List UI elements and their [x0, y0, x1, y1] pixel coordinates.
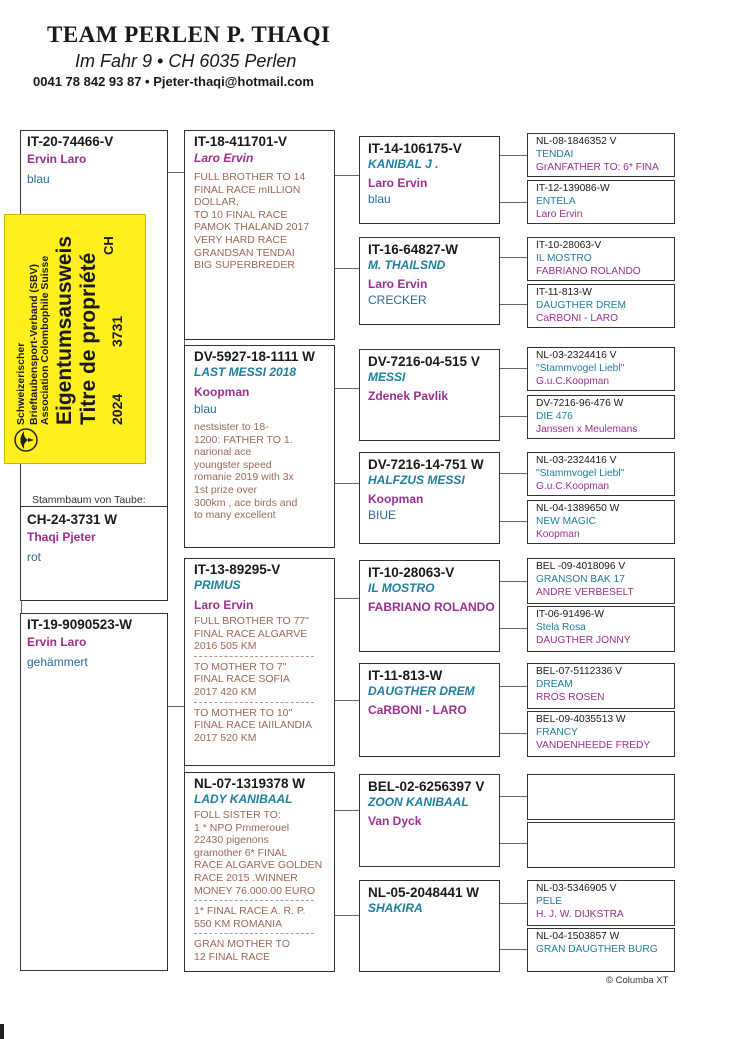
ring-number: BEL-02-6256397 V — [368, 779, 485, 794]
breeder: Janssen x Meulemans — [536, 424, 638, 435]
color: rot — [27, 550, 42, 564]
connector-line — [499, 304, 527, 305]
pigeon-name: MESSI — [368, 370, 406, 384]
ring-number: NL-07-1319378 W — [194, 776, 306, 791]
pigeon-name: NEW MAGIC — [536, 516, 596, 527]
ring-number: BEL-09-4035513 W — [536, 714, 626, 725]
ring-number: IT-10-28063-V — [368, 565, 455, 580]
gen4-box-6[interactable] — [527, 395, 675, 439]
gen4-box-4[interactable] — [527, 284, 675, 328]
stamp-line: Schweizerischer — [15, 342, 27, 425]
ring-number: IT-16-64827-W — [368, 242, 459, 257]
ring-number: DV-5927-18-1111 W — [194, 349, 315, 364]
breeder: Koopman — [368, 492, 424, 506]
breeder: Ervin Laro — [27, 152, 87, 166]
connector-line — [334, 175, 359, 176]
gen3-box-1[interactable] — [359, 136, 500, 224]
gen4-box-13[interactable] — [527, 774, 675, 820]
ring-number: NL-04-1389650 W — [536, 503, 620, 514]
connector-line — [167, 172, 184, 173]
ring-number: DV-7216-14-751 W — [368, 457, 484, 472]
pigeon-name: SHAKIRA — [368, 901, 423, 915]
breeder: Laro Ervin — [536, 209, 583, 220]
connector-line — [499, 949, 527, 950]
gen4-box-3[interactable] — [527, 237, 675, 281]
pedigree-label: Stammbaum von Taube: — [32, 494, 146, 506]
gen4-box-14[interactable] — [527, 822, 675, 868]
notes: FOLL SISTER TO: 1 * NPO Pmmerouel 22430 pigenons gramother 6* FINAL RACE ALGARVE GOLDEN RACE 2015 .WINNER MONEY 76.000.00 EURO 1* FINAL RACE A. R. P. 550 KM ROMANIA GRAN MOTHER TO 12 FINAL RACE — [194, 809, 323, 963]
color: blau — [368, 192, 391, 206]
gen4-box-16[interactable] — [527, 928, 675, 972]
connector-line — [499, 155, 527, 156]
connector-line — [334, 915, 359, 916]
breeder: Ervin Laro — [27, 635, 87, 649]
notes: nestsister to 18- 1200: FATHER TO 1. narional ace youngster speed romanie 2019 with 3x 1st prize over 300km , ace birds and to many excellent — [194, 421, 298, 522]
breeder: VANDENHEEDE FREDY — [536, 740, 651, 751]
connector-line — [499, 903, 527, 904]
breeder: Zdenek Pavlik — [368, 389, 449, 403]
stamp-number: 3731 — [109, 315, 125, 347]
pigeon-name: ENTELA — [536, 196, 576, 207]
stamp-title: Eigentumsausweis — [53, 235, 76, 425]
gen3-box-6[interactable] — [359, 663, 500, 757]
ring-number: IT-11-813-W — [368, 668, 443, 683]
dam-box[interactable] — [20, 613, 168, 971]
gen4-box-2[interactable] — [527, 180, 675, 224]
pigeon-name: FRANCY — [536, 727, 578, 738]
ring-number: NL-08-1846352 V — [536, 136, 617, 147]
pigeon-name: "Stammvogel Liebl" — [536, 363, 625, 374]
stamp-line: Association Colombophile Suisse — [39, 255, 51, 425]
pigeon-name: DAUGTHER DREM — [368, 684, 475, 698]
connector-line — [499, 733, 527, 734]
breeder: RROS ROSEN — [536, 692, 605, 703]
connector-line — [499, 368, 527, 369]
connector-line — [499, 416, 527, 417]
stamp-subtitle: Titre de propriété — [77, 252, 100, 425]
ring-number: IT-20-74466-V — [27, 134, 114, 149]
gen3-box-8[interactable] — [359, 880, 500, 972]
connector-line — [499, 202, 527, 203]
gen3-box-2[interactable] — [359, 237, 500, 325]
gen2-box-4[interactable] — [184, 772, 335, 972]
color: CRECKER — [368, 293, 427, 307]
gen2-box-2[interactable] — [184, 345, 335, 548]
connector-line — [499, 796, 527, 797]
gen4-box-9[interactable] — [527, 558, 675, 604]
pigeon-name: GRAN DAUGTHER BURG — [536, 944, 658, 955]
gen4-box-15[interactable] — [527, 880, 675, 926]
pigeon-name: IL MOSTRO — [368, 581, 435, 595]
ring-number: NL-05-2048441 W — [368, 885, 480, 900]
ring-number: DV-7216-96-476 W — [536, 398, 624, 409]
gen4-box-12[interactable] — [527, 711, 675, 757]
gen4-box-10[interactable] — [527, 606, 675, 652]
pigeon-name: PRIMUS — [194, 578, 241, 592]
ring-number: NL-03-5346905 V — [536, 883, 617, 894]
breeder: Van Dyck — [368, 814, 422, 828]
ring-number: IT-12-139086-W — [536, 183, 610, 194]
gen4-box-8[interactable] — [527, 500, 675, 544]
breeder: Laro Ervin — [194, 598, 254, 612]
pigeon-name: LADY KANIBAAL — [194, 792, 293, 806]
contact-line: 0041 78 842 93 87 • Pjeter-thaqi@hotmail.com — [33, 74, 314, 89]
subject-box[interactable] — [20, 506, 168, 601]
color: gehämmert — [27, 655, 88, 669]
gen3-box-3[interactable] — [359, 349, 500, 441]
gen3-box-5[interactable] — [359, 560, 500, 652]
pigeon-name: TENDAI — [536, 149, 574, 160]
connector-line — [499, 628, 527, 629]
breeder: G.u.C.Koopman — [536, 481, 610, 492]
note: GrANFATHER TO: 6* FINA — [536, 162, 659, 173]
ring-number: DV-7216-04-515 V — [368, 354, 480, 369]
scan-edge-mark — [0, 1024, 4, 1039]
breeder: DAUGTHER JONNY — [536, 635, 631, 646]
connector-line — [334, 268, 359, 269]
ownership-stamp — [4, 214, 146, 464]
pigeon-name: IL MOSTRO — [536, 253, 592, 264]
color: BIUE — [368, 508, 397, 522]
breeder: Laro Ervin — [368, 277, 428, 291]
breeder: Koopman — [536, 529, 580, 540]
breeder: G.u.C.Koopman — [536, 376, 610, 387]
pigeon-name: HALFZUS MESSI — [368, 473, 465, 487]
gen3-box-4[interactable] — [359, 452, 500, 544]
pigeon-name: "Stammvogel Liebl" — [536, 468, 625, 479]
breeder: Thaqi Pjeter — [27, 530, 96, 544]
pigeon-name: DIE 476 — [536, 411, 573, 422]
ring-number: IT-10-28063-V — [536, 240, 602, 251]
connector-line — [334, 483, 359, 484]
ring-number: NL-04-1503857 W — [536, 931, 620, 942]
connector-line — [499, 473, 527, 474]
breeder: Koopman — [194, 385, 250, 399]
ring-number: IT-18-411701-V — [194, 134, 288, 149]
breeder: Laro Ervin — [368, 176, 428, 190]
gen4-box-1[interactable] — [527, 133, 675, 177]
color: blau — [194, 402, 217, 416]
breeder: FABRIANO ROLANDO — [368, 600, 495, 614]
breeder: CaRBONI - LARO — [536, 313, 619, 324]
pigeon-name: LAST MESSI 2018 — [194, 365, 297, 379]
ring-number: NL-03-2324416 V — [536, 350, 617, 361]
gen4-box-7[interactable] — [527, 452, 675, 496]
connector-line — [499, 257, 527, 258]
pigeon-name: PELE — [536, 896, 563, 907]
breeder: ANDRE VERBESELT — [536, 587, 634, 598]
stamp-year: 2024 — [109, 393, 125, 425]
stamp-line: Brieftaubensport-Verband (SBV) — [28, 263, 40, 425]
gen2-box-3[interactable] — [184, 558, 335, 766]
connector-line — [334, 700, 359, 701]
pigeon-name: DREAM — [536, 679, 573, 690]
breeder: CaRBONI - LARO — [368, 703, 467, 717]
connector-line — [499, 686, 527, 687]
pigeon-name: Stela Rosa — [536, 622, 586, 633]
connector-line — [499, 581, 527, 582]
pigeon-name: M. THAILSND — [368, 258, 446, 272]
notes: FULL BROTHER TO 14 FINAL RACE mILLION DOLLAR, TO 10 FINAL RACE PAMOK THALAND 2017 VERY HARD RACE GRANDSAN TENDAI BIG SUPERBREDER — [194, 171, 310, 272]
ring-number: IT-11-813-W — [536, 287, 592, 298]
breeder: H. J. W. DIJKSTRA — [536, 909, 624, 920]
page-title: TEAM PERLEN P. THAQI — [47, 22, 331, 47]
color: blau — [27, 172, 50, 186]
dove-emblem-icon — [13, 427, 39, 453]
copyright-text: © Columba XT — [606, 975, 669, 986]
connector-line — [499, 521, 527, 522]
connector-line — [334, 598, 359, 599]
connector-line — [334, 810, 359, 811]
gen2-box-1[interactable] — [184, 130, 335, 340]
gen4-box-11[interactable] — [527, 663, 675, 709]
connector-line — [334, 388, 359, 389]
ring-number: IT-13-89295-V — [194, 562, 281, 577]
breeder: Laro Ervin — [194, 151, 254, 165]
ring-number: BEL -09-4018096 V — [536, 561, 626, 572]
connector-line — [167, 706, 184, 707]
breeder: FABRIANO ROLANDO — [536, 266, 641, 277]
connector-line — [499, 843, 527, 844]
notes: FULL BROTHER TO 77" FINAL RACE ALGARVE 2016 505 KM TO MOTHER TO 7" FINAL RACE SOFIA 2017 420 KM TO MOTHER TO 10" FINAL RACE tAIILANDIA 2017 520 KM — [194, 615, 313, 744]
pigeon-name: DAUGTHER DREM — [536, 300, 626, 311]
pigeon-name: GRANSON BAK 17 — [536, 574, 625, 585]
gen3-box-7[interactable] — [359, 774, 500, 867]
ring-number: NL-03-2324416 V — [536, 455, 617, 466]
pigeon-name: KANIBAL J . — [368, 157, 439, 171]
gen4-box-5[interactable] — [527, 347, 675, 391]
ring-number: IT-14-106175-V — [368, 141, 462, 156]
ring-number: IT-06-91496-W — [536, 609, 604, 620]
address-line: Im Fahr 9 • CH 6035 Perlen — [75, 51, 297, 71]
ring-number: BEL-07-5112336 V — [536, 666, 622, 677]
stamp-country: CH — [101, 236, 116, 255]
ring-number: IT-19-9090523-W — [27, 617, 133, 632]
pigeon-name: ZOON KANIBAAL — [368, 795, 469, 809]
ring-number: CH-24-3731 W — [27, 512, 118, 527]
